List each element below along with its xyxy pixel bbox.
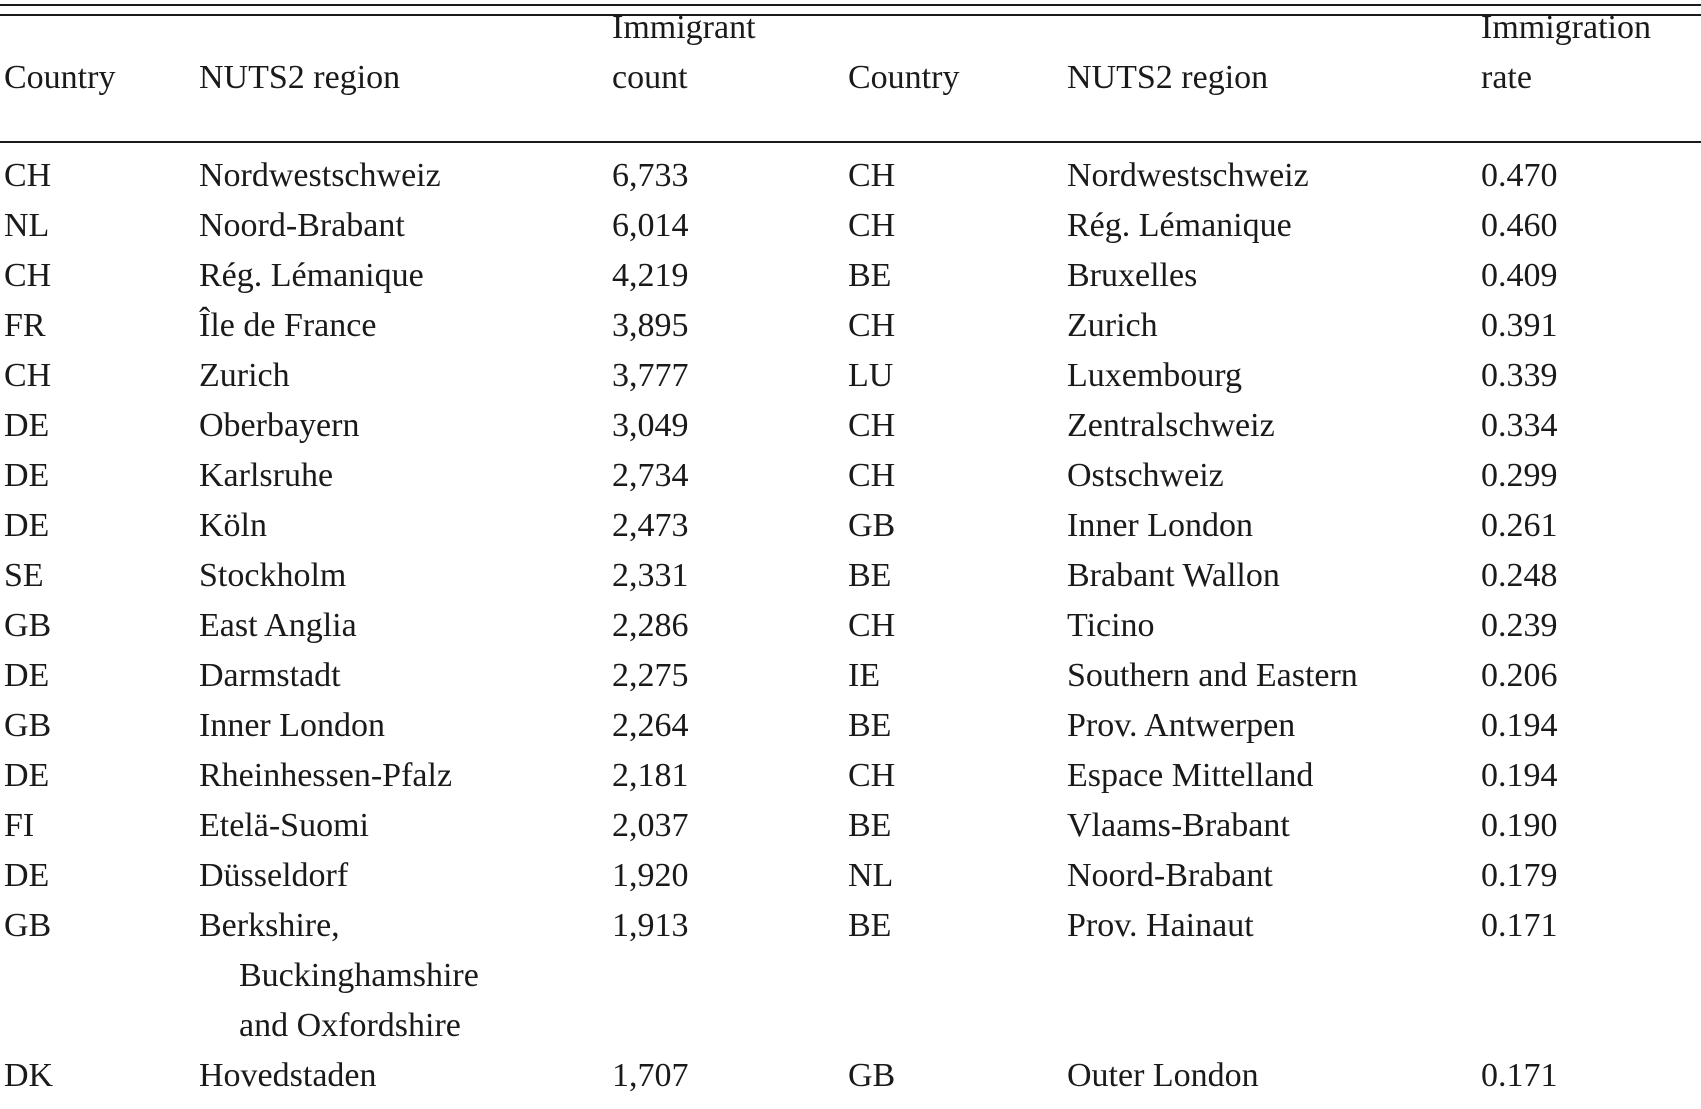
region-a-cell: Nordwestschweiz	[199, 157, 441, 194]
table-row	[0, 251, 1701, 301]
header-row	[0, 0, 1701, 125]
region-b-cell: Espace Mittelland	[1067, 757, 1314, 794]
immigration-rate-cell: 0.334	[1481, 407, 1558, 444]
region-b-cell: Zentralschweiz	[1067, 407, 1275, 444]
immigration-rate-cell: 0.179	[1481, 857, 1558, 894]
country-b-cell: GB	[848, 507, 896, 544]
region-a-cell: Düsseldorf	[199, 857, 349, 894]
immigration-rate-cell: 0.470	[1481, 157, 1558, 194]
country-b-cell: CH	[848, 307, 896, 344]
table-row	[0, 301, 1701, 351]
country-a-cell: SE	[4, 557, 44, 594]
country-a-cell: GB	[4, 907, 52, 944]
immigration-rate-cell: 0.409	[1481, 257, 1558, 294]
region-a-cell: East Anglia	[199, 607, 357, 644]
immigration-rate-cell: 0.460	[1481, 207, 1558, 244]
country-a-cell: DE	[4, 457, 50, 494]
header-immigration-rate-line1: Immigration	[1481, 9, 1651, 46]
immigrant-count-cell: 2,264	[612, 707, 689, 744]
country-a-cell: DE	[4, 757, 50, 794]
country-b-cell: CH	[848, 607, 896, 644]
header-country-a	[0, 0, 195, 125]
header-country-a-label: Country	[4, 59, 116, 96]
immigrant-count-cell: 6,733	[612, 157, 689, 194]
header-region-b	[1063, 0, 1477, 125]
region-a-cell: Karlsruhe	[199, 457, 334, 494]
header-region-a-label: NUTS2 region	[199, 59, 401, 96]
immigrant-count-cell: 1,707	[612, 1057, 689, 1094]
immigration-rate-cell: 0.391	[1481, 307, 1558, 344]
country-b-cell: CH	[848, 457, 896, 494]
region-b-cell: Nordwestschweiz	[1067, 157, 1309, 194]
country-b-cell: LU	[848, 357, 894, 394]
country-a-cell: CH	[4, 157, 52, 194]
immigrant-count-cell: 2,473	[612, 507, 689, 544]
country-a-cell: DE	[4, 507, 50, 544]
region-b-cell: Ostschweiz	[1067, 457, 1224, 494]
immigrant-count-cell: 3,777	[612, 357, 689, 394]
region-b-cell: Rég. Lémanique	[1067, 207, 1292, 244]
table-row	[0, 125, 1701, 201]
header-immigration-rate	[1477, 0, 1701, 125]
table-row	[0, 651, 1701, 701]
country-a-cell: FR	[4, 307, 46, 344]
immigration-rate-cell: 0.194	[1481, 757, 1558, 794]
country-a-cell: GB	[4, 707, 52, 744]
region-b-cell: Brabant Wallon	[1067, 557, 1280, 594]
header-immigrant-count	[608, 0, 844, 125]
region-b-cell: Prov. Antwerpen	[1067, 707, 1296, 744]
region-a-cell: Darmstadt	[199, 657, 341, 694]
header-immigrant-count-line2: count	[612, 59, 688, 96]
region-a-cell	[195, 901, 608, 1051]
immigration-rate-cell: 0.261	[1481, 507, 1558, 544]
country-a-cell: NL	[4, 207, 50, 244]
immigrant-count-cell: 2,286	[612, 607, 689, 644]
immigrant-count-cell: 2,181	[612, 757, 689, 794]
table-row	[0, 201, 1701, 251]
immigrant-count-cell: 3,049	[612, 407, 689, 444]
header-region-a	[195, 0, 608, 125]
table-row	[0, 601, 1701, 651]
table-row	[0, 901, 1701, 1051]
country-a-cell: CH	[4, 357, 52, 394]
immigration-rate-cell: 0.299	[1481, 457, 1558, 494]
region-b-cell: Outer London	[1067, 1057, 1259, 1094]
region-a-cell: Île de France	[199, 307, 377, 344]
country-b-cell: BE	[848, 257, 892, 294]
region-a-cell: Oberbayern	[199, 407, 360, 444]
country-b-cell: CH	[848, 757, 896, 794]
header-country-b	[844, 0, 1063, 125]
immigration-rate-cell: 0.248	[1481, 557, 1558, 594]
immigration-rate-cell: 0.239	[1481, 607, 1558, 644]
header-region-b-label: NUTS2 region	[1067, 59, 1269, 96]
region-b-cell: Southern and Eastern	[1067, 657, 1358, 694]
region-a-cell: Köln	[199, 507, 267, 544]
immigrant-count-cell: 2,734	[612, 457, 689, 494]
country-b-cell: IE	[848, 657, 881, 694]
country-b-cell: BE	[848, 907, 892, 944]
immigrant-count-cell: 1,920	[612, 857, 689, 894]
region-b-cell: Bruxelles	[1067, 257, 1198, 294]
immigrant-count-cell: 2,275	[612, 657, 689, 694]
immigrant-count-cell: 2,037	[612, 807, 689, 844]
region-b-cell: Prov. Hainaut	[1067, 907, 1254, 944]
header-immigrant-count-line1: Immigrant	[612, 9, 756, 46]
country-b-cell: NL	[848, 857, 894, 894]
table-row	[0, 751, 1701, 801]
region-a-cell: Inner London	[199, 707, 386, 744]
region-a-line: Berkshire,	[199, 907, 340, 944]
immigrant-count-cell: 1,913	[612, 907, 689, 944]
region-a-cell: Hovedstaden	[199, 1057, 377, 1094]
country-b-cell: BE	[848, 807, 892, 844]
region-b-cell: Vlaams-Brabant	[1067, 807, 1290, 844]
region-a-continuation-line: and Oxfordshire	[239, 1007, 461, 1044]
immigrant-count-cell: 6,014	[612, 207, 689, 244]
table-row	[0, 501, 1701, 551]
table-row	[0, 701, 1701, 751]
header-immigration-rate-line2: rate	[1481, 59, 1532, 96]
country-a-cell: DK	[4, 1057, 54, 1094]
immigration-rate-cell: 0.339	[1481, 357, 1558, 394]
immigration-rate-cell: 0.171	[1481, 1057, 1558, 1094]
region-b-cell: Noord-Brabant	[1067, 857, 1273, 894]
table-row	[0, 551, 1701, 601]
region-a-cell: Zurich	[199, 357, 290, 394]
country-b-cell: CH	[848, 407, 896, 444]
region-a-cell: Noord-Brabant	[199, 207, 405, 244]
table-row	[0, 451, 1701, 501]
region-b-cell: Inner London	[1067, 507, 1254, 544]
immigration-rate-cell: 0.194	[1481, 707, 1558, 744]
table-row	[0, 801, 1701, 851]
country-a-cell: DE	[4, 407, 50, 444]
immigration-rate-cell: 0.206	[1481, 657, 1558, 694]
country-a-cell: GB	[4, 607, 52, 644]
country-a-cell: DE	[4, 857, 50, 894]
table-body	[0, 125, 1701, 1101]
immigrant-count-cell: 3,895	[612, 307, 689, 344]
immigrant-count-cell: 2,331	[612, 557, 689, 594]
table-row	[0, 851, 1701, 901]
table-row	[0, 1051, 1701, 1101]
region-b-cell: Zurich	[1067, 307, 1158, 344]
country-a-cell: CH	[4, 257, 52, 294]
table-header	[0, 0, 1701, 125]
country-b-cell: CH	[848, 157, 896, 194]
region-a-cell: Rheinhessen-Pfalz	[199, 757, 453, 794]
country-a-cell: DE	[4, 657, 50, 694]
region-b-cell: Luxembourg	[1067, 357, 1243, 394]
table-row	[0, 401, 1701, 451]
country-a-cell: FI	[4, 807, 35, 844]
table-row	[0, 351, 1701, 401]
region-a-continuation-line: Buckinghamshire	[239, 957, 479, 994]
immigration-rate-cell: 0.190	[1481, 807, 1558, 844]
country-b-cell: GB	[848, 1057, 896, 1094]
region-a-cell: Stockholm	[199, 557, 347, 594]
region-a-cell: Etelä-Suomi	[199, 807, 369, 844]
immigrant-count-cell: 4,219	[612, 257, 689, 294]
header-country-b-label: Country	[848, 59, 960, 96]
region-b-cell: Ticino	[1067, 607, 1155, 644]
region-a-cell: Rég. Lémanique	[199, 257, 424, 294]
country-b-cell: BE	[848, 707, 892, 744]
country-b-cell: CH	[848, 207, 896, 244]
immigration-rate-cell: 0.171	[1481, 907, 1558, 944]
country-b-cell: BE	[848, 557, 892, 594]
